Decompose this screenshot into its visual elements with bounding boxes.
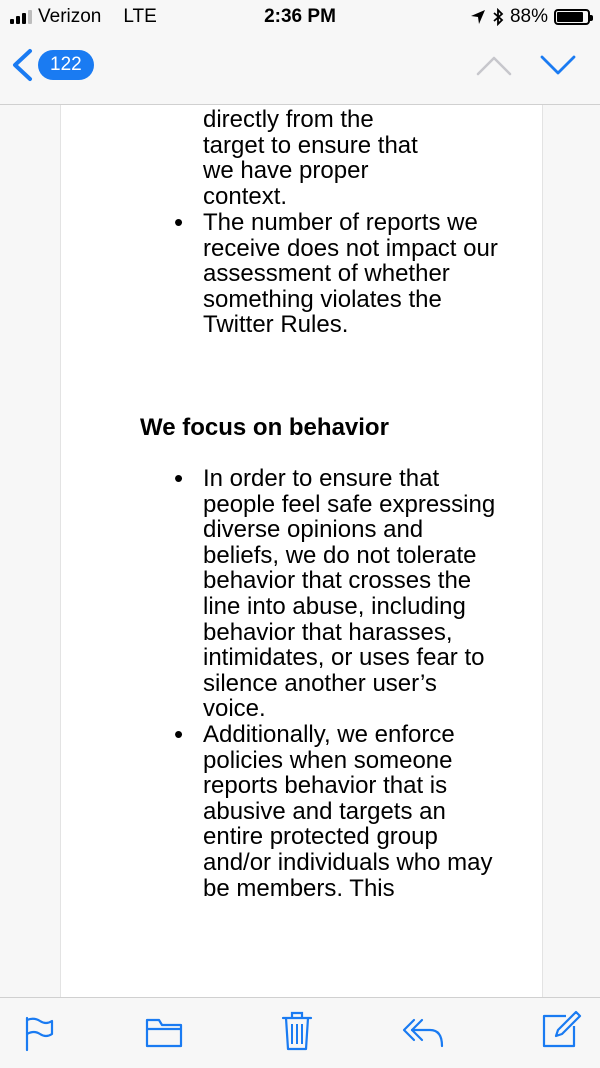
battery-icon [554,9,590,25]
location-arrow-icon [470,9,486,25]
bullet-list-bottom [140,466,500,901]
previous-message-button[interactable] [476,54,512,76]
section-heading: We focus on behavior [140,414,389,441]
text-line: directly from the [203,106,374,133]
text-line: context. [203,182,288,210]
chevron-left-icon [10,48,34,82]
battery-fill [557,12,583,22]
back-button[interactable] [10,48,94,82]
email-body[interactable] [0,105,600,997]
bullet-list-top [140,210,500,338]
bluetooth-icon [492,8,504,26]
bullet-item: • In order to ensure that people feel safe expressing diverse opinions and beliefs, we do not tolerate behavior that crosses the line into abuse, including behavior that harasses, intimidates, or uses fear to silence another user’s voice. [140,466,500,722]
reply-icon[interactable] [402,1016,446,1050]
compose-icon[interactable] [540,1010,582,1050]
continued-bullet-text [140,107,500,209]
carrier-label: Verizon [38,6,102,27]
bullet-item: • Additionally, we enforce policies when someone reports behavior that is abusive and targets an entire protected group and/or individuals who may be members. This [140,722,500,901]
text-line: we have proper [203,157,369,185]
status-bar [0,0,600,34]
mail-nav-bar [0,34,600,105]
text-line: target to ensure that [203,131,418,159]
bottom-toolbar [0,997,600,1068]
network-label: LTE [123,6,157,27]
next-message-button[interactable] [540,54,576,76]
flag-icon[interactable] [22,1016,56,1052]
battery-percent: 88% [509,6,548,27]
bullet-item: • The number of reports we receive does not impact our assessment of whether something violates the Twitter Rules. [140,210,500,338]
unread-count-badge: 122 [38,50,94,80]
trash-icon[interactable] [280,1010,314,1052]
status-right [470,6,590,28]
folder-icon[interactable] [145,1016,183,1050]
clock: 2:36 PM [264,6,336,27]
